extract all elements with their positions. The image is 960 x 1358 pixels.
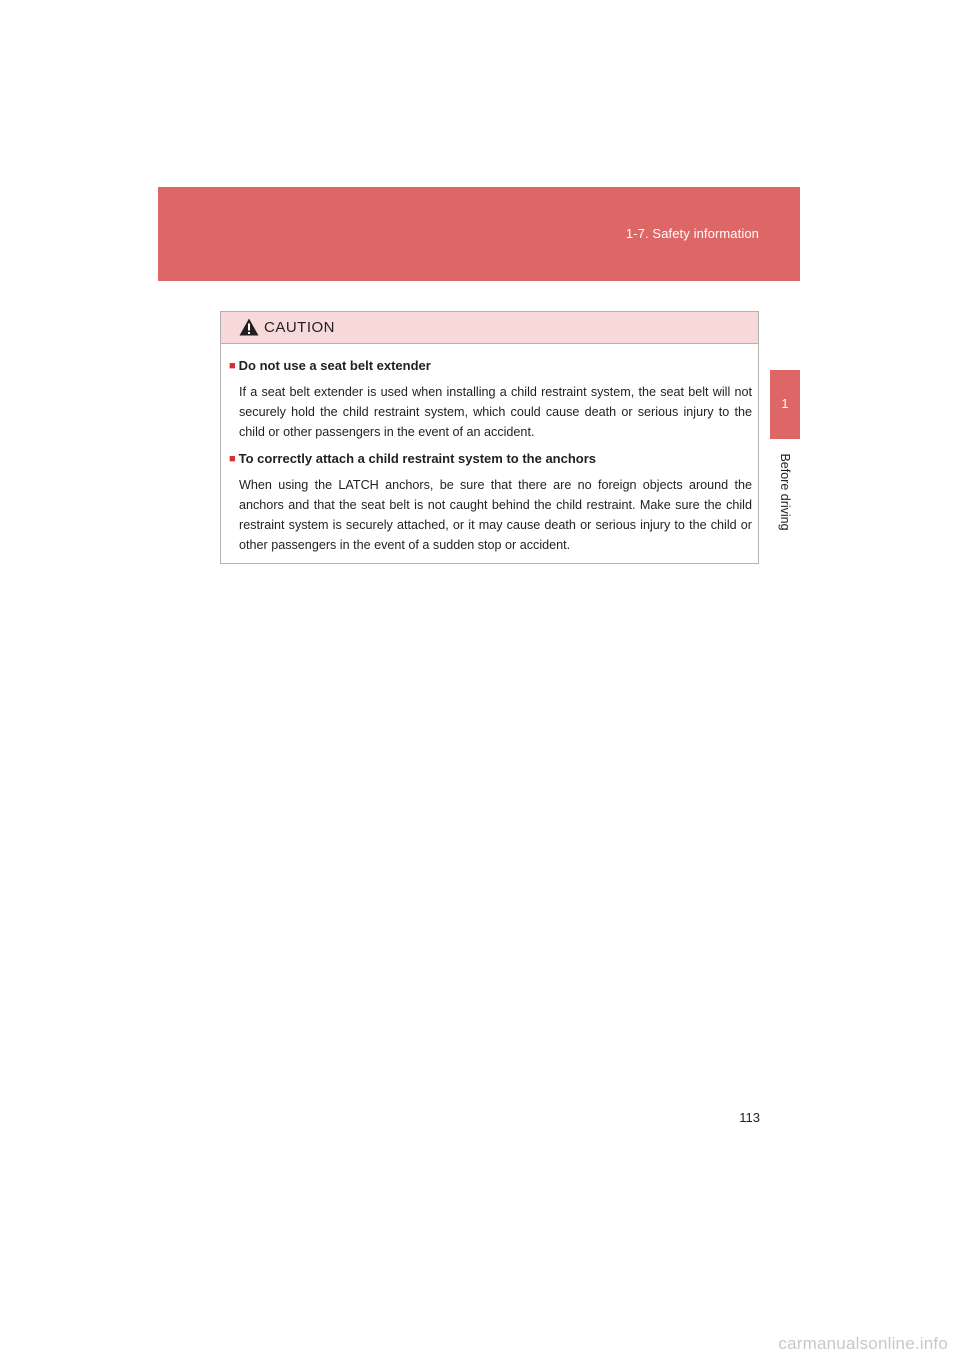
watermark: carmanualsonline.info <box>778 1334 948 1353</box>
caution-item-text: When using the LATCH anchors, be sure that there are no foreign objects around the anchors and that the seat belt is not caught behind the child restraint. Make sure the child restraint system is securely attached, or it may cause death or serious injury to the child or other passengers in the event of a sudden stop or accident. <box>239 478 752 552</box>
section-header-band <box>158 187 800 281</box>
warning-triangle-icon <box>239 318 259 336</box>
caution-item-heading <box>229 449 752 470</box>
caution-item-text: If a seat belt extender is used when installing a child restraint system, the seat belt will not securely hold the child restraint system, which could cause death or serious injury to the child or other passengers in the event of an accident. <box>239 385 752 439</box>
caution-item-heading <box>229 356 752 377</box>
caution-header <box>221 312 758 344</box>
square-bullet-icon: ■ <box>229 360 236 372</box>
chapter-label: Before driving <box>778 453 792 531</box>
chapter-tab <box>770 370 800 439</box>
chapter-label-tab <box>770 440 800 544</box>
page-number: 113 <box>739 1110 760 1125</box>
square-bullet-icon: ■ <box>229 453 236 465</box>
caution-title: CAUTION <box>264 319 335 336</box>
caution-item <box>229 356 752 442</box>
caution-item <box>229 449 752 555</box>
caution-body <box>221 344 758 555</box>
caution-item-heading-text: Do not use a seat belt extender <box>238 358 431 373</box>
section-title: 1-7. Safety information <box>625 226 759 241</box>
caution-item-heading-text: To correctly attach a child restraint system to the anchors <box>238 451 597 466</box>
chapter-number: 1 <box>781 396 789 411</box>
caution-box <box>220 311 759 564</box>
